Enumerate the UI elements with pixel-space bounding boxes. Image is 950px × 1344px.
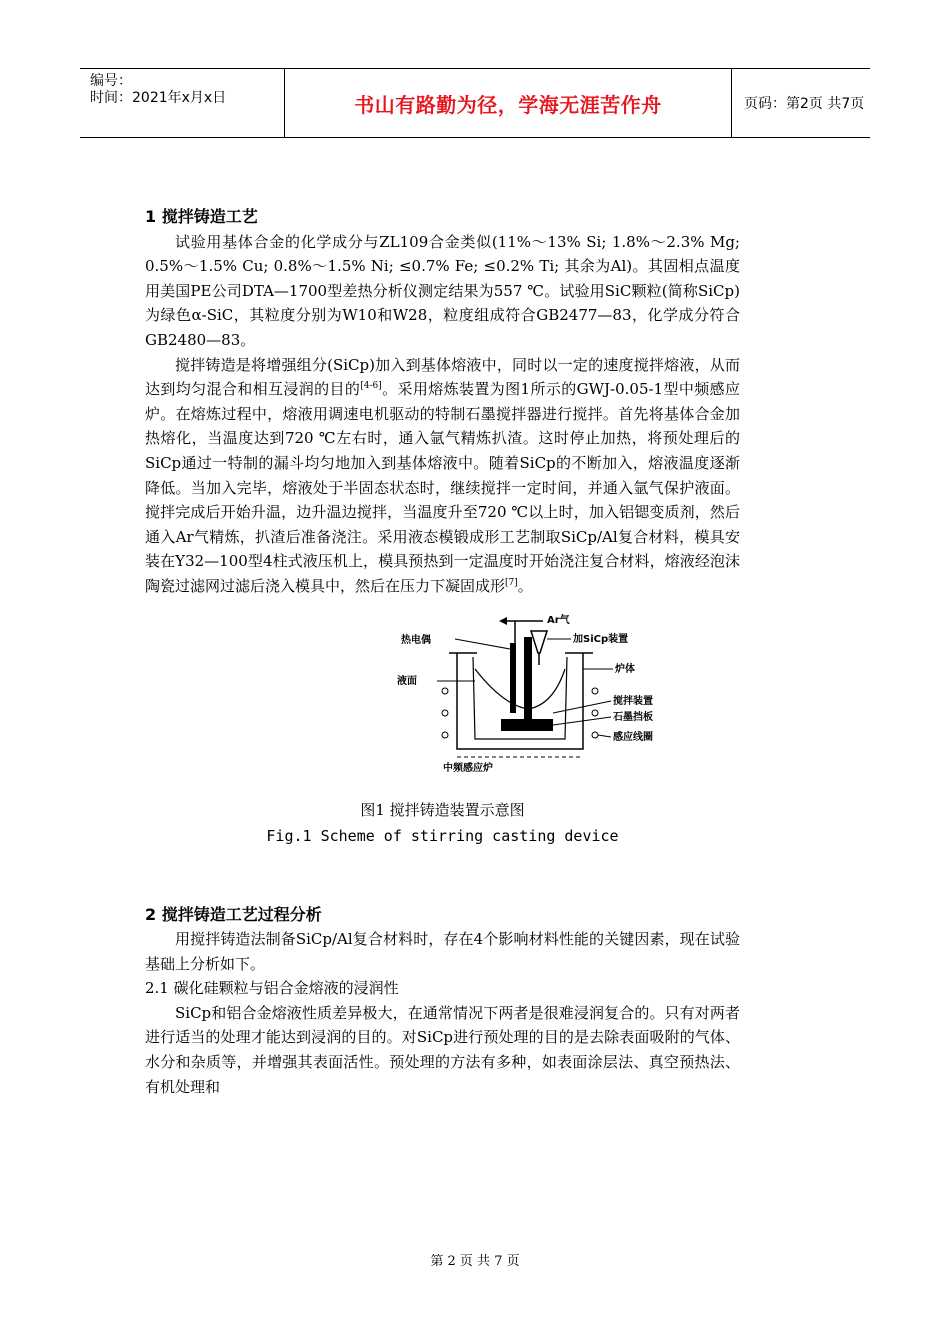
header-meta (80, 69, 284, 137)
label-furnace-body: 炉体 (615, 663, 635, 675)
coil-turn (592, 710, 598, 716)
ar-arrow-icon (499, 617, 507, 625)
document-body (145, 205, 740, 1099)
section2-paragraph-1: 用搅拌铸造法制备SiCp/Al复合材料时，存在4个影响材料性能的关键因素，现在试验基础上分析如下。 (145, 930, 740, 973)
citation-7: [7] (505, 577, 518, 588)
graphite-baffle (501, 719, 553, 731)
leader-induction-coil (598, 735, 611, 737)
leader-thermocouple (455, 639, 510, 649)
date-line: 时间：2021年x月x日 (90, 90, 227, 106)
section2-heading: 2 搅拌铸造工艺过程分析 (145, 904, 322, 924)
para2-part-a: 搅拌铸造是将增强组分(SiCp)加入到基体熔液中，同时以一定的速度搅拌熔液，从而达到均匀混合和相互浸润的目的 (145, 355, 740, 399)
coil-turn (592, 688, 598, 694)
label-graphite-baffle: 石墨挡板 (613, 711, 653, 723)
header-page-info: 页码：第2页 共7页 (744, 96, 865, 112)
label-stirrer: 搅拌装置 (613, 695, 653, 707)
section1-paragraph-1: 试验用基体合金的化学成分与ZL109合金类似(11%～13% Si; 1.8%～2.3% Mg; 0.5%～1.5% Cu; 0.8%～1.5% Ni; ≤0.7% Fe; ≤0.2% Ti; 其余为Al)。其固相点温度用美国PE公司DTA—1700型差热分析仪测定结果为557 ℃。试验用SiC颗粒(简称SiCp)为绿色α-SiC，其粒度分别为W10和W28，粒度组成符合GB2477—83，化学成分符合GB2480—83。 (145, 232, 740, 349)
figure-caption-cn: 图1 搅拌铸造装置示意图 (360, 800, 525, 819)
section2-paragraph-2: SiCp和铝合金熔液性质差异极大，在通常情况下两者是很难浸润复合的。只有对两者进行适当的处理才能达到浸润的目的。对SiCp进行预处理的目的是去除表面吸附的气体、水分和杂质等，并增强其表面活性。预处理的方法有多种，如表面涂层法、真空预热法、有机处理和 (145, 1003, 740, 1096)
label-mf-furnace: 中频感应炉 (443, 762, 493, 774)
leader-graphite-baffle (553, 717, 611, 725)
section1-heading: 1 搅拌铸造工艺 (145, 207, 258, 226)
number-label: 编号： (90, 73, 132, 89)
label-sicp-device: 加SiCp装置 (573, 633, 629, 645)
label-liquid-surface: 液面 (397, 675, 417, 687)
label-thermocouple: 热电偶 (401, 634, 431, 646)
section1-paragraph-2 (145, 353, 740, 599)
section-spacer (145, 849, 740, 903)
coil-turn (442, 688, 448, 694)
para2-part-c: 。 (517, 576, 533, 595)
page-footer: 第 2 页 共 7 页 (430, 1254, 520, 1269)
furnace-wall (457, 653, 583, 749)
stir-casting-diagram (383, 609, 713, 779)
coil-turn (442, 732, 448, 738)
citation-4-6: [4-6] (360, 381, 382, 392)
coil-turn (442, 710, 448, 716)
label-induction-coil: 感应线圈 (613, 731, 653, 743)
figure-caption-en: Fig.1 Scheme of stirring casting device (266, 826, 619, 845)
funnel (531, 631, 547, 653)
coil-turn (592, 732, 598, 738)
para2-part-b: 。采用熔炼装置为图1所示的GWJ-0.05-1型中频感应炉。在熔炼过程中，熔液用调速电机驱动的特制石墨搅拌器进行搅拌。首先将基体合金加热熔化，当温度达到720 ℃左右时，通入氩气精炼扒渣。这时停止加热，将预处理后的SiCp通过一特制的漏斗均匀地加入到基体熔液中。随着SiCp的不断加入，熔液温度逐渐降低。当加入完毕，熔液处于半固态状态时，继续搅拌一定时间，并通入氩气保护液面。搅拌完成后开始升温，边升温边搅拌，当温度升至720 ℃以上时，加入铝锶变质剂，然后通入Ar气精炼，扒渣后准备浇注。采用液态模锻成形工艺制取SiCp/Al复合材料，模具安装在Y32—100型4柱式液压机上，模具预热到一定温度时开始浇注复合材料，熔液经泡沫陶瓷过滤网过滤后浇入模具中，然后在压力下凝固成形 (145, 380, 740, 595)
subsection-2-1-heading: 2.1 碳化硅颗粒与铝合金熔液的浸润性 (145, 979, 399, 998)
label-ar: Ar气 (547, 614, 570, 626)
stirrer-shaft (524, 637, 532, 723)
header-motto: 书山有路勤为径，学海无涯苦作舟 (354, 92, 662, 117)
liquid-vortex (475, 669, 565, 709)
page-header (80, 68, 870, 138)
figure-1 (145, 599, 740, 797)
leader-stirrer (553, 701, 611, 713)
header-motto-cell (284, 69, 732, 137)
